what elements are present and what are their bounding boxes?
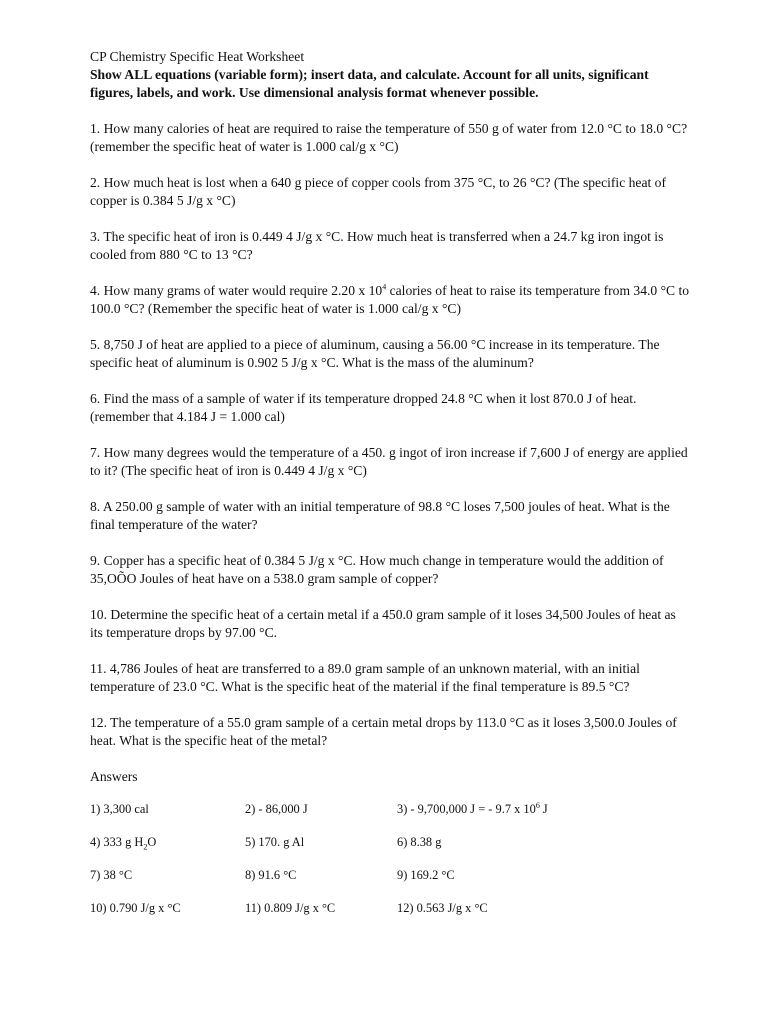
question-6: 6. Find the mass of a sample of water if its temperature dropped 24.8 °C when it lost 870.0 J of heat. (remember that 4.184 J = 1.000 cal) xyxy=(90,391,637,424)
question-8: 8. A 250.00 g sample of water with an initial temperature of 98.8 °C loses 7,500 joules of heat. What is the final temperature of the water? xyxy=(90,499,670,532)
question-4-text-start: 4. How many grams of water would require 2.20 x 10 xyxy=(90,283,383,298)
answers-row-3 xyxy=(90,866,690,899)
answer-4-subscript: 2 xyxy=(143,842,148,852)
worksheet-instructions: Show ALL equations (variable form); insert data, and calculate. Account for all units, significant figures, labels, and work. Use dimensional analysis format whenever possible. xyxy=(90,67,649,100)
answer-11: 11) 0.809 J/g x °C xyxy=(245,901,336,915)
answer-10: 10) 0.790 J/g x °C xyxy=(90,901,181,915)
answer-2: 2) - 86,000 J xyxy=(245,802,308,816)
question-4 xyxy=(90,282,690,318)
answer-1: 1) 3,300 cal xyxy=(90,802,149,816)
question-5: 5. 8,750 J of heat are applied to a piece of aluminum, causing a 56.00 °C increase in its temperature. The specific heat of aluminum is 0.902 5 J/g x °C. What is the mass of the aluminum? xyxy=(90,337,660,370)
question-11: 11. 4,786 Joules of heat are transferred to a 89.0 gram sample of an unknown material, with an initial temperature of 23.0 °C. What is the specific heat of the material if the final temperature is 89.5 °C? xyxy=(90,661,640,694)
answer-9: 9) 169.2 °C xyxy=(397,868,455,882)
worksheet-title: CP Chemistry Specific Heat Worksheet xyxy=(90,49,305,64)
answers-row-4 xyxy=(90,899,690,932)
question-12: 12. The temperature of a 55.0 gram sample of a certain metal drops by 113.0 °C as it loses 3,500.0 Joules of heat. What is the specific heat of the metal? xyxy=(90,715,677,748)
question-4-exponent: 4 xyxy=(382,282,387,292)
question-2: 2. How much heat is lost when a 640 g piece of copper cools from 375 °C, to 26 °C? (The specific heat of copper is 0.384 5 J/g x °C) xyxy=(90,175,666,208)
answer-3 xyxy=(397,800,548,818)
question-10: 10. Determine the specific heat of a certain metal if a 450.0 gram sample of it loses 34,500 Joules of heat as its temperature drops by 97.00 °C. xyxy=(90,607,676,640)
answer-6: 6) 8.38 g xyxy=(397,835,442,849)
answer-4-text-start: 4) 333 g H xyxy=(90,835,144,849)
question-1: 1. How many calories of heat are required to raise the temperature of 550 g of water from 12.0 °C to 18.0 °C? (remember the specific heat of water is 1.000 cal/g x °C) xyxy=(90,121,688,154)
answers-row-1 xyxy=(90,800,690,833)
answer-3-text-start: 3) - 9,700,000 J = - 9.7 x 10 xyxy=(397,802,536,816)
question-3: 3. The specific heat of iron is 0.449 4 J/g x °C. How much heat is transferred when a 24.7 kg iron ingot is cooled from 880 °C to 13 °C? xyxy=(90,229,664,262)
answer-4 xyxy=(90,833,156,851)
answer-12: 12) 0.563 J/g x °C xyxy=(397,901,488,915)
answers-heading: Answers xyxy=(90,769,138,784)
worksheet-page xyxy=(90,48,690,932)
answer-4-text-end: O xyxy=(147,835,157,849)
answer-7: 7) 38 °C xyxy=(90,868,133,882)
answer-3-text-end: J xyxy=(539,802,548,816)
answer-8: 8) 91.6 °C xyxy=(245,868,297,882)
question-9: 9. Copper has a specific heat of 0.384 5 J/g x °C. How much change in temperature would the addition of 35,OÕO Joules of heat have on a 538.0 gram sample of copper? xyxy=(90,553,664,586)
answers-row-2 xyxy=(90,833,690,866)
question-4-text-end: calories of heat to raise its temperature from 34.0 °C to 100.0 °C? (Remember the specific heat of water is 1.000 cal/g x °C) xyxy=(90,283,690,316)
answers-grid xyxy=(90,800,690,932)
question-7: 7. How many degrees would the temperature of a 450. g ingot of iron increase if 7,600 J of energy are applied to it? (The specific heat of iron is 0.449 4 J/g x °C) xyxy=(90,445,688,478)
answer-3-exponent: 6 xyxy=(535,800,540,810)
answer-5: 5) 170. g Al xyxy=(245,835,305,849)
